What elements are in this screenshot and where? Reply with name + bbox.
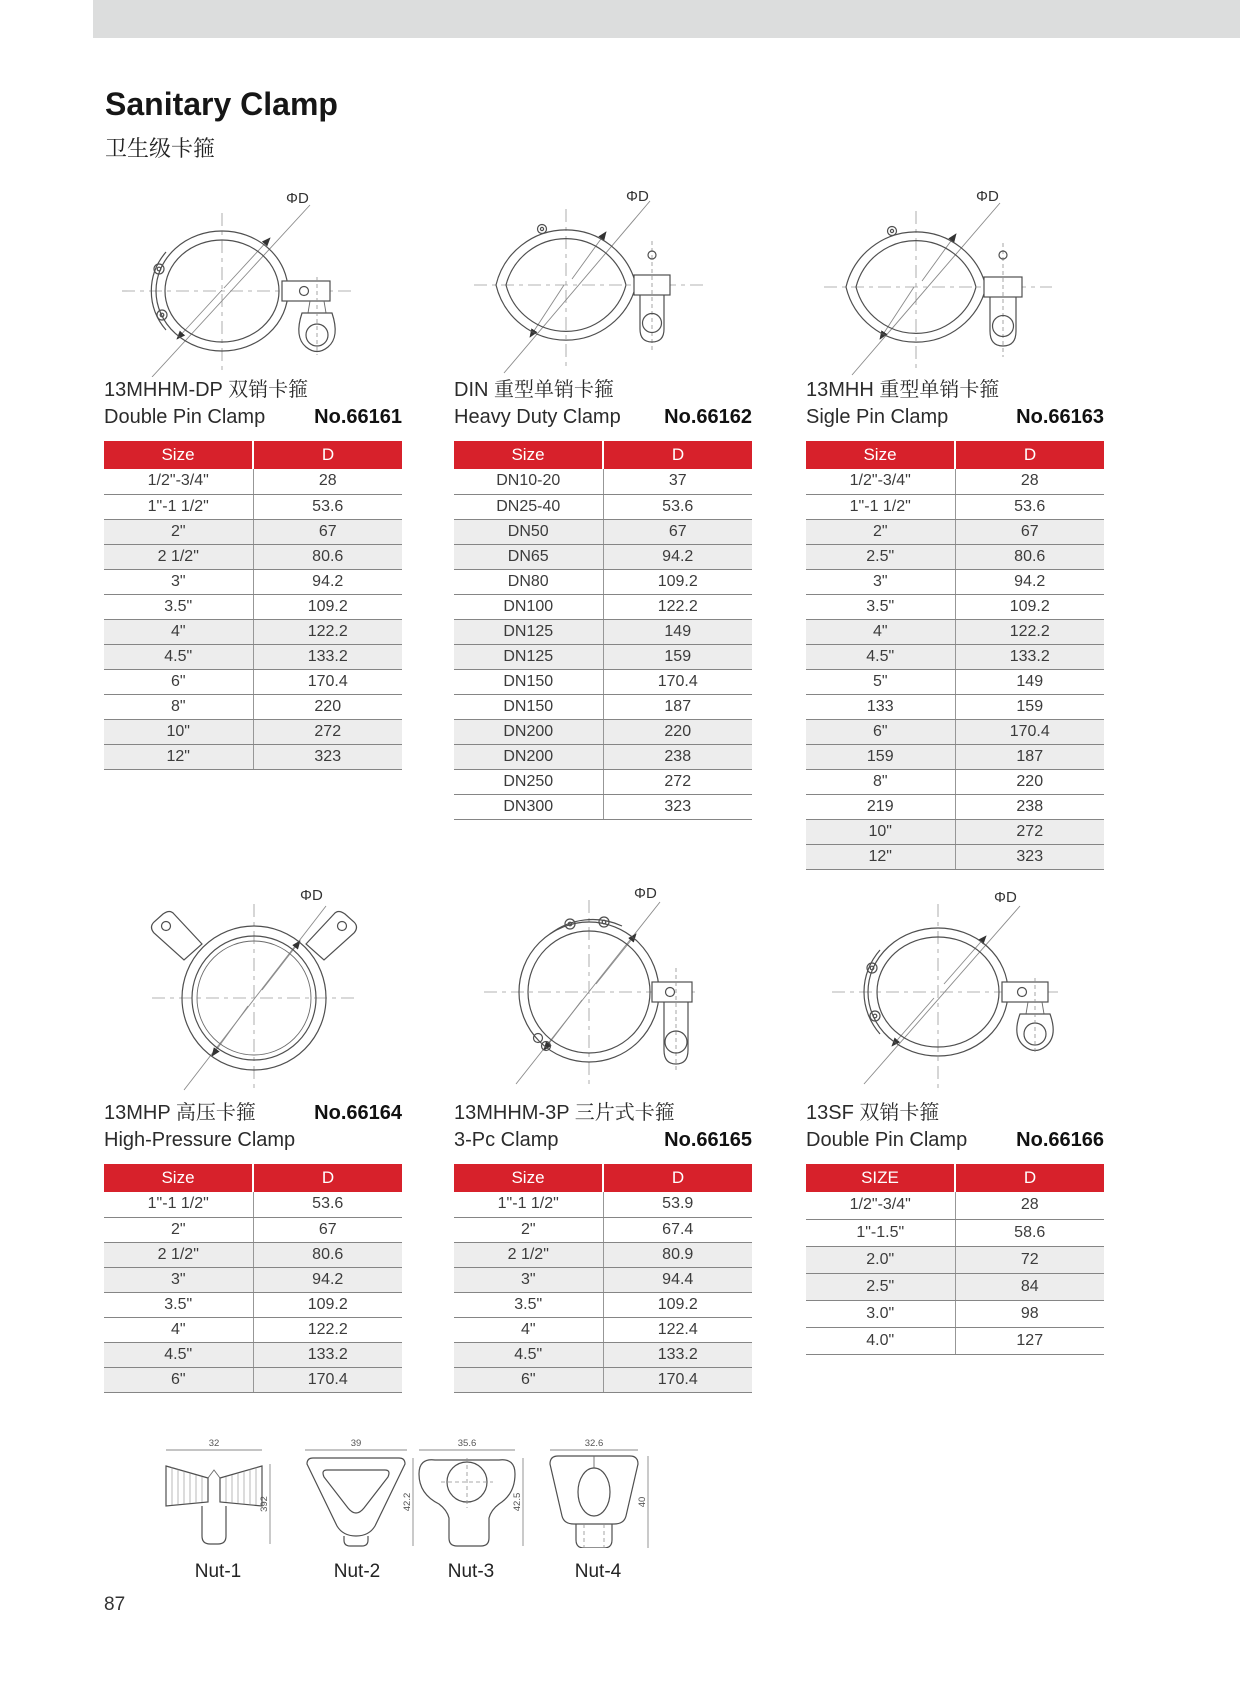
section-single-pin-clamp-66163 — [806, 185, 1104, 870]
d-cell: 72 — [955, 1246, 1104, 1273]
size-table-66165 — [454, 1164, 752, 1393]
catalog-number: No.66166 — [1016, 1129, 1104, 1151]
size-cell: 2.5" — [806, 544, 955, 569]
section-high-pressure-clamp-66164 — [104, 872, 402, 1393]
d-cell: 149 — [603, 619, 752, 644]
size-table-66166 — [806, 1164, 1104, 1355]
size-cell: 8" — [104, 694, 253, 719]
d-column-header: D — [253, 441, 402, 469]
size-cell: 2.5" — [806, 1273, 955, 1300]
size-cell: 6" — [104, 1367, 253, 1392]
table-header-row — [454, 441, 752, 469]
model-name: 13SF 双销卡箍 — [806, 1102, 940, 1124]
table-row — [454, 694, 752, 719]
phi-d-label: ΦD — [626, 188, 649, 205]
size-cell: 159 — [806, 744, 955, 769]
table-row — [104, 1267, 402, 1292]
table-row — [454, 494, 752, 519]
d-cell: 109.2 — [253, 1292, 402, 1317]
size-cell: 1"-1 1/2" — [104, 1192, 253, 1217]
size-cell: 2" — [104, 1217, 253, 1242]
d-cell: 109.2 — [253, 594, 402, 619]
size-cell: 10" — [806, 819, 955, 844]
phi-d-label: ΦD — [300, 887, 323, 904]
d-cell: 109.2 — [955, 594, 1104, 619]
table-row — [806, 844, 1104, 869]
size-cell: 4" — [454, 1317, 603, 1342]
size-cell: 1"-1.5" — [806, 1219, 955, 1246]
d-column-header: D — [955, 441, 1104, 469]
table-row — [454, 619, 752, 644]
size-table-66161 — [104, 441, 402, 770]
clamp-drawing-66164 — [104, 872, 402, 1100]
table-row — [806, 1192, 1104, 1219]
table-row — [104, 744, 402, 769]
catalog-number: No.66163 — [1016, 406, 1104, 428]
size-column-header: Size — [104, 1164, 253, 1192]
d-cell: 170.4 — [253, 1367, 402, 1392]
d-column-header: D — [603, 441, 752, 469]
size-cell: 3.5" — [104, 1292, 253, 1317]
size-cell: DN50 — [454, 519, 603, 544]
size-cell: 6" — [806, 719, 955, 744]
table-row — [104, 1367, 402, 1392]
catalog-number: No.66162 — [664, 406, 752, 428]
table-row — [454, 1367, 752, 1392]
d-cell: 238 — [955, 794, 1104, 819]
d-cell: 53.6 — [253, 1192, 402, 1217]
size-cell: 1"-1 1/2" — [104, 494, 253, 519]
top-accent-bar — [93, 0, 1240, 38]
section-3pc-clamp-66165 — [454, 872, 752, 1393]
d-cell: 53.9 — [603, 1192, 752, 1217]
clamp-drawing-66166 — [806, 872, 1104, 1100]
size-cell: 3.5" — [806, 594, 955, 619]
size-cell: 12" — [806, 844, 955, 869]
size-cell: 3" — [104, 1267, 253, 1292]
d-cell: 187 — [955, 744, 1104, 769]
table-row — [104, 719, 402, 744]
nut-2-figure — [297, 1436, 417, 1583]
d-cell: 220 — [253, 694, 402, 719]
nut-2-label: Nut-2 — [333, 1561, 381, 1582]
size-table-66162 — [454, 441, 752, 820]
d-cell: 159 — [603, 644, 752, 669]
d-cell: 37 — [603, 469, 752, 494]
d-cell: 28 — [955, 1192, 1104, 1219]
d-cell: 58.6 — [955, 1219, 1104, 1246]
size-cell: 6" — [454, 1367, 603, 1392]
table-row — [454, 1267, 752, 1292]
size-cell: 5" — [806, 669, 955, 694]
size-cell: 8" — [806, 769, 955, 794]
table-row — [104, 544, 402, 569]
table-row — [454, 594, 752, 619]
d-cell: 67 — [603, 519, 752, 544]
nut-2-width-dim: 39 — [350, 1438, 362, 1449]
size-cell: 133 — [806, 694, 955, 719]
size-cell: 4" — [104, 1317, 253, 1342]
size-cell: 2 1/2" — [454, 1242, 603, 1267]
nut-3-drawing — [411, 1436, 531, 1548]
size-table-66163 — [806, 441, 1104, 870]
catalog-number: No.66161 — [314, 406, 402, 428]
table-row — [806, 819, 1104, 844]
size-table-66164 — [104, 1164, 402, 1393]
d-cell: 323 — [955, 844, 1104, 869]
d-cell: 122.2 — [253, 1317, 402, 1342]
table-row — [806, 744, 1104, 769]
phi-d-label: ΦD — [976, 188, 999, 205]
section-header — [104, 1100, 402, 1154]
size-cell: DN125 — [454, 619, 603, 644]
size-cell: DN150 — [454, 669, 603, 694]
table-row — [104, 1217, 402, 1242]
table-row — [454, 1192, 752, 1217]
size-cell: 3" — [806, 569, 955, 594]
d-cell: 122.2 — [253, 619, 402, 644]
table-row — [806, 1273, 1104, 1300]
size-column-header: Size — [104, 441, 253, 469]
table-row — [104, 619, 402, 644]
d-cell: 127 — [955, 1327, 1104, 1354]
section-double-pin-clamp-66166 — [806, 872, 1104, 1355]
page-title: Sanitary Clamp — [105, 86, 338, 122]
size-cell: DN300 — [454, 794, 603, 819]
table-row — [806, 644, 1104, 669]
table-row — [454, 769, 752, 794]
table-row — [104, 519, 402, 544]
table-header-row — [806, 441, 1104, 469]
table-row — [454, 669, 752, 694]
table-row — [806, 1219, 1104, 1246]
d-cell: 133.2 — [955, 644, 1104, 669]
section-heavy-duty-clamp-66162 — [454, 185, 752, 820]
table-row — [104, 669, 402, 694]
product-name-en: High-Pressure Clamp — [104, 1129, 296, 1151]
section-header — [806, 377, 1104, 431]
table-row — [806, 519, 1104, 544]
model-name: 13MHHM-DP 双销卡箍 — [104, 379, 309, 401]
size-cell: 3" — [104, 569, 253, 594]
size-cell: DN65 — [454, 544, 603, 569]
size-cell: 4.5" — [104, 644, 253, 669]
table-row — [454, 1242, 752, 1267]
d-cell: 53.6 — [955, 494, 1104, 519]
table-row — [806, 494, 1104, 519]
d-cell: 133.2 — [253, 1342, 402, 1367]
d-cell: 109.2 — [603, 569, 752, 594]
size-cell: DN200 — [454, 719, 603, 744]
phi-d-label: ΦD — [994, 889, 1017, 906]
nut-1-width-dim: 32 — [208, 1438, 220, 1449]
table-row — [454, 1342, 752, 1367]
size-cell: DN250 — [454, 769, 603, 794]
size-cell: 4" — [806, 619, 955, 644]
size-cell: DN125 — [454, 644, 603, 669]
d-cell: 80.6 — [955, 544, 1104, 569]
table-row — [806, 669, 1104, 694]
size-cell: 3.5" — [454, 1292, 603, 1317]
d-cell: 133.2 — [253, 644, 402, 669]
clamp-drawing-66165 — [454, 872, 752, 1100]
d-cell: 67 — [253, 519, 402, 544]
d-cell: 323 — [253, 744, 402, 769]
table-header-row — [806, 1164, 1104, 1192]
size-cell: 12" — [104, 744, 253, 769]
size-cell: 10" — [104, 719, 253, 744]
nut-2-drawing — [297, 1436, 417, 1548]
d-cell: 28 — [955, 469, 1104, 494]
size-cell: 2" — [104, 519, 253, 544]
d-cell: 170.4 — [955, 719, 1104, 744]
table-row — [806, 594, 1104, 619]
model-name: 13MHHM-3P 三片式卡箍 — [454, 1102, 675, 1124]
page-subtitle-chinese: 卫生级卡箍 — [105, 136, 216, 161]
size-cell: 1"-1 1/2" — [454, 1192, 603, 1217]
model-name: 13MHH 重型单销卡箍 — [806, 379, 1000, 401]
table-row — [806, 1246, 1104, 1273]
size-cell: 2" — [806, 519, 955, 544]
product-name-en: Double Pin Clamp — [104, 406, 266, 428]
nut-4-drawing — [538, 1436, 658, 1548]
table-row — [104, 494, 402, 519]
table-row — [454, 519, 752, 544]
size-column-header: SIZE — [806, 1164, 955, 1192]
table-row — [806, 469, 1104, 494]
d-cell: 159 — [955, 694, 1104, 719]
table-row — [806, 1327, 1104, 1354]
nut-3-label: Nut-3 — [447, 1561, 495, 1582]
table-row — [806, 769, 1104, 794]
d-cell: 170.4 — [603, 669, 752, 694]
table-row — [104, 469, 402, 494]
nut-1-drawing — [158, 1436, 278, 1548]
d-cell: 94.2 — [253, 1267, 402, 1292]
size-cell: 2 1/2" — [104, 544, 253, 569]
nut-3-figure — [411, 1436, 531, 1583]
size-cell: 1/2"-3/4" — [806, 469, 955, 494]
section-header — [454, 377, 752, 431]
size-cell: 2 1/2" — [104, 1242, 253, 1267]
size-cell: DN150 — [454, 694, 603, 719]
catalog-number: No.66165 — [664, 1129, 752, 1151]
nut-4-width-dim: 32.6 — [584, 1438, 604, 1449]
model-name: DIN 重型单销卡箍 — [454, 379, 614, 401]
section-header — [104, 377, 402, 431]
clamp-drawing-66161 — [104, 185, 402, 377]
table-row — [104, 694, 402, 719]
table-row — [806, 544, 1104, 569]
model-name: 13MHP 高压卡箍 — [104, 1102, 256, 1124]
table-row — [454, 794, 752, 819]
d-column-header: D — [603, 1164, 752, 1192]
section-double-pin-clamp-66161 — [104, 185, 402, 770]
table-row — [454, 744, 752, 769]
size-column-header: Size — [454, 1164, 603, 1192]
phi-d-label: ΦD — [286, 190, 309, 207]
d-cell: 109.2 — [603, 1292, 752, 1317]
size-cell: 4.0" — [806, 1327, 955, 1354]
size-cell: DN25-40 — [454, 494, 603, 519]
table-row — [104, 1242, 402, 1267]
nut-4-figure — [538, 1436, 658, 1583]
phi-d-label: ΦD — [634, 885, 657, 902]
size-cell: DN80 — [454, 569, 603, 594]
d-cell: 149 — [955, 669, 1104, 694]
table-row — [806, 694, 1104, 719]
size-cell: 3" — [454, 1267, 603, 1292]
nut-4-height-dim: 40 — [637, 1496, 648, 1508]
nut-3-width-dim: 35.6 — [457, 1438, 477, 1449]
d-cell: 122.2 — [603, 594, 752, 619]
table-row — [104, 1192, 402, 1217]
table-row — [454, 544, 752, 569]
nut-2-height-dim: 42.2 — [402, 1492, 413, 1512]
d-cell: 80.6 — [253, 1242, 402, 1267]
d-cell: 94.2 — [955, 569, 1104, 594]
d-cell: 272 — [955, 819, 1104, 844]
nut-1-height-dim: 392 — [259, 1496, 270, 1512]
d-cell: 170.4 — [603, 1367, 752, 1392]
table-row — [454, 569, 752, 594]
table-row — [806, 794, 1104, 819]
d-cell: 53.6 — [603, 494, 752, 519]
size-cell: 3.0" — [806, 1300, 955, 1327]
size-cell: 6" — [104, 669, 253, 694]
table-row — [104, 569, 402, 594]
table-row — [454, 1292, 752, 1317]
size-cell: 1"-1 1/2" — [806, 494, 955, 519]
d-cell: 28 — [253, 469, 402, 494]
d-cell: 67.4 — [603, 1217, 752, 1242]
d-cell: 272 — [603, 769, 752, 794]
d-cell: 80.6 — [253, 544, 402, 569]
size-cell: 4.5" — [454, 1342, 603, 1367]
size-column-header: Size — [454, 441, 603, 469]
d-cell: 272 — [253, 719, 402, 744]
size-cell: 4.5" — [806, 644, 955, 669]
d-cell: 67 — [955, 519, 1104, 544]
table-row — [806, 719, 1104, 744]
table-header-row — [104, 441, 402, 469]
table-row — [454, 644, 752, 669]
size-cell: 219 — [806, 794, 955, 819]
d-cell: 238 — [603, 744, 752, 769]
d-cell: 323 — [603, 794, 752, 819]
d-column-header: D — [253, 1164, 402, 1192]
d-cell: 94.4 — [603, 1267, 752, 1292]
table-row — [806, 619, 1104, 644]
d-cell: 187 — [603, 694, 752, 719]
clamp-drawing-66163 — [806, 185, 1104, 377]
d-cell: 80.9 — [603, 1242, 752, 1267]
product-name-en: Double Pin Clamp — [806, 1129, 968, 1151]
nut-3-height-dim: 42.5 — [512, 1492, 523, 1512]
size-cell: 2" — [454, 1217, 603, 1242]
nut-4-label: Nut-4 — [574, 1561, 622, 1582]
clamp-drawing-66162 — [454, 185, 752, 377]
d-cell: 122.2 — [955, 619, 1104, 644]
size-column-header: Size — [806, 441, 955, 469]
d-cell: 84 — [955, 1273, 1104, 1300]
product-name-en: Sigle Pin Clamp — [806, 406, 949, 428]
size-cell: 2.0" — [806, 1246, 955, 1273]
d-cell: 94.2 — [603, 544, 752, 569]
size-cell: 1/2"-3/4" — [104, 469, 253, 494]
size-cell: DN10-20 — [454, 469, 603, 494]
catalog-number: No.66164 — [314, 1102, 402, 1124]
size-cell: DN100 — [454, 594, 603, 619]
table-row — [104, 1342, 402, 1367]
table-header-row — [454, 1164, 752, 1192]
size-cell: 4.5" — [104, 1342, 253, 1367]
d-cell: 170.4 — [253, 669, 402, 694]
table-row — [104, 1317, 402, 1342]
d-cell: 220 — [955, 769, 1104, 794]
table-row — [104, 644, 402, 669]
nut-1-label: Nut-1 — [194, 1561, 242, 1582]
d-cell: 53.6 — [253, 494, 402, 519]
d-cell: 94.2 — [253, 569, 402, 594]
section-header — [454, 1100, 752, 1154]
size-cell: 4" — [104, 619, 253, 644]
product-name-en: Heavy Duty Clamp — [454, 406, 621, 428]
d-cell: 67 — [253, 1217, 402, 1242]
size-cell: DN200 — [454, 744, 603, 769]
size-cell: 1/2"-3/4" — [806, 1192, 955, 1219]
table-row — [104, 594, 402, 619]
table-row — [454, 1317, 752, 1342]
table-row — [104, 1292, 402, 1317]
page-number: 87 — [104, 1594, 126, 1615]
d-cell: 133.2 — [603, 1342, 752, 1367]
d-cell: 98 — [955, 1300, 1104, 1327]
table-row — [454, 469, 752, 494]
table-row — [806, 569, 1104, 594]
table-row — [454, 1217, 752, 1242]
table-row — [806, 1300, 1104, 1327]
d-cell: 220 — [603, 719, 752, 744]
size-cell: 3.5" — [104, 594, 253, 619]
d-column-header: D — [955, 1164, 1104, 1192]
d-cell: 122.4 — [603, 1317, 752, 1342]
nut-1-figure — [158, 1436, 278, 1583]
table-row — [454, 719, 752, 744]
product-name-en: 3-Pc Clamp — [454, 1129, 559, 1151]
table-header-row — [104, 1164, 402, 1192]
section-header — [806, 1100, 1104, 1154]
